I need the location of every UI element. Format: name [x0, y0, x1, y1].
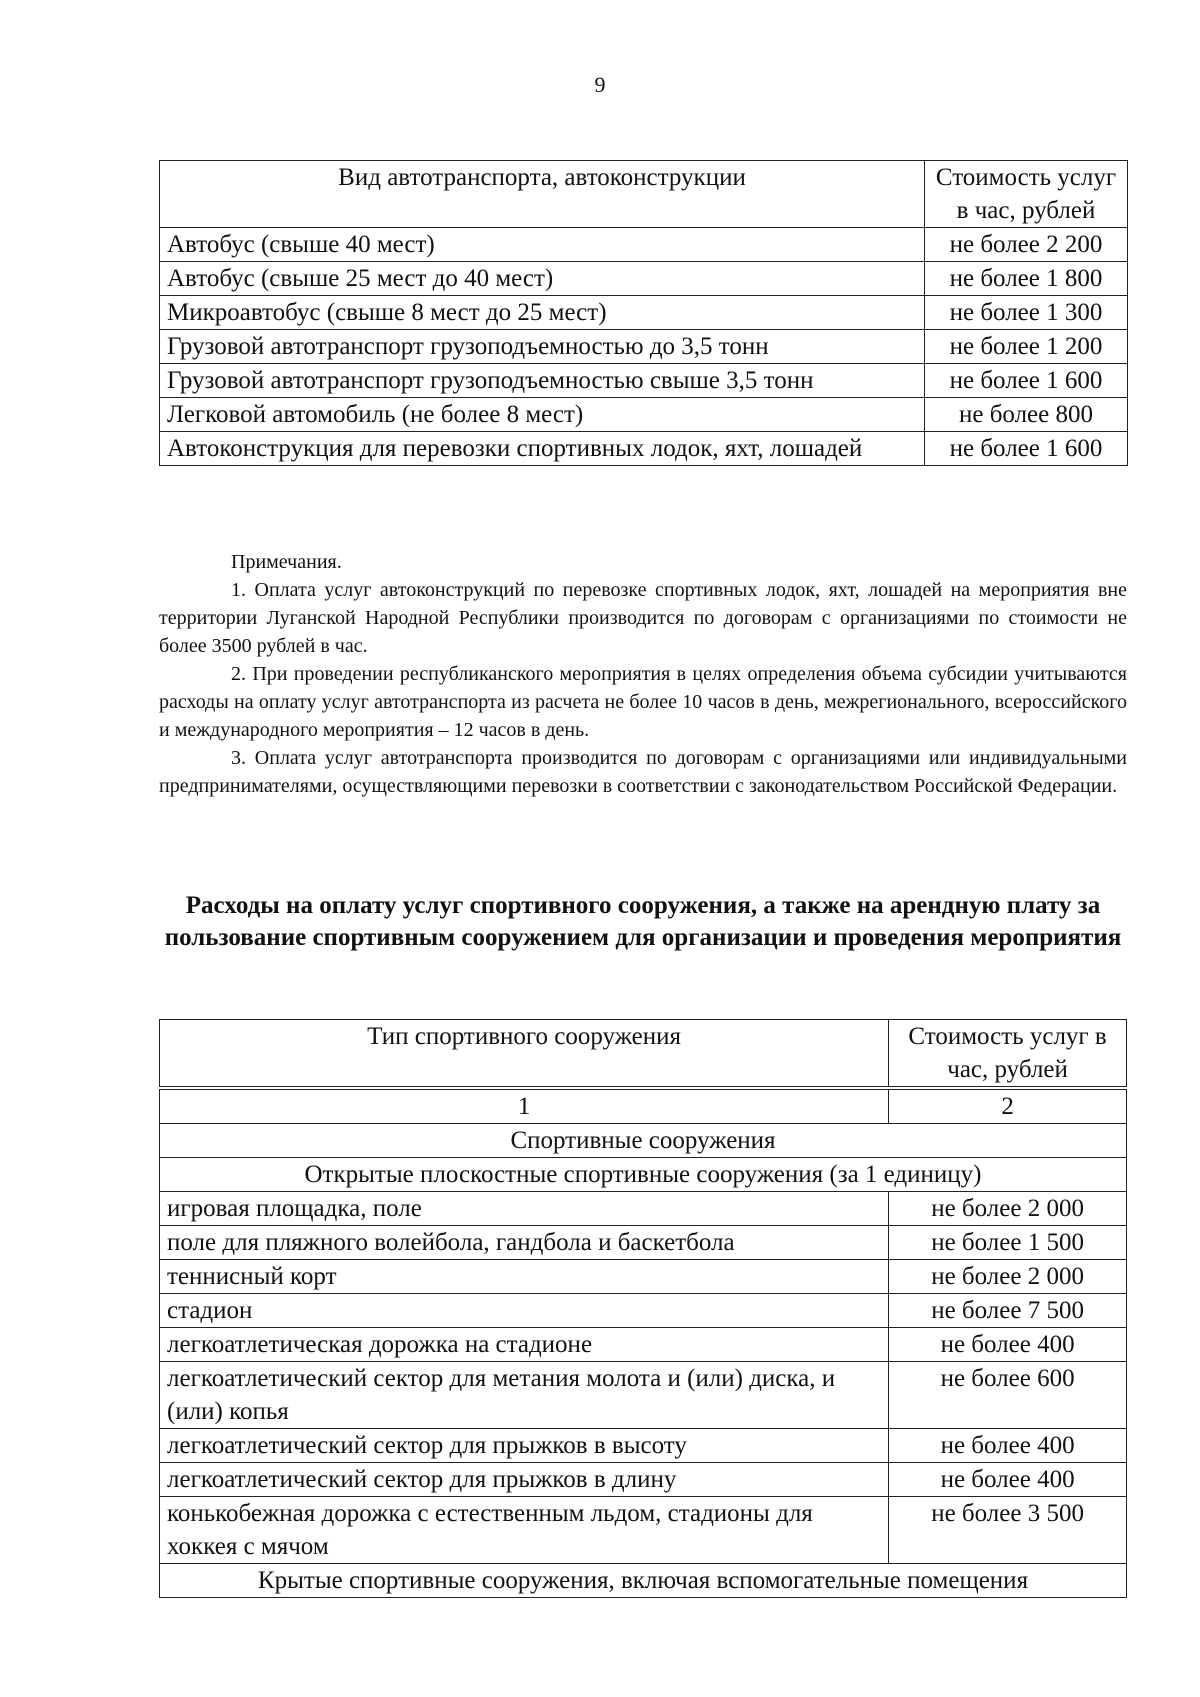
table-row	[160, 1192, 1127, 1226]
subsection-row	[160, 1158, 1127, 1192]
header-vehicle-type: Вид автотранспорта, автоконструкции	[160, 161, 925, 228]
notes-title: Примечания.	[231, 551, 342, 573]
column-number-row	[160, 1088, 1127, 1124]
table-row	[160, 330, 1128, 364]
table-row	[160, 1429, 1127, 1463]
vehicle-name: Автобус (свыше 40 мест)	[160, 228, 925, 262]
facility-name: стадион	[160, 1294, 889, 1328]
facility-name: конькобежная дорожка с естественным льдом, стадионы для хоккея с мячом	[160, 1497, 889, 1564]
header-facility-type: Тип спортивного сооружения	[160, 1020, 889, 1089]
notes-block	[159, 548, 1127, 800]
note-item: 2. При проведении республиканского мероприятия в целях определения объема субсидии учитываются расходы на оплату услуг автотранспорта из расчета не более 10 часов в день, межрегионального, всероссийского и международного мероприятия – 12 часов в день.	[159, 663, 1127, 741]
facility-price: не более 400	[889, 1328, 1127, 1362]
header-cost-per-hour: Стоимость услуг в час, рублей	[889, 1020, 1127, 1089]
vehicle-price: не более 1 600	[925, 364, 1128, 398]
facility-name: теннисный корт	[160, 1260, 889, 1294]
facility-name: легкоатлетический сектор для прыжков в высоту	[160, 1429, 889, 1463]
facility-name: легкоатлетический сектор для прыжков в длину	[160, 1463, 889, 1497]
column-number-2: 2	[889, 1088, 1127, 1124]
table-row	[160, 228, 1128, 262]
page-number: 9	[594, 72, 606, 97]
vehicle-price: не более 2 200	[925, 228, 1128, 262]
facility-price: не более 400	[889, 1429, 1127, 1463]
note-item: 3. Оплата услуг автотранспорта производится по договорам с организациями или индивидуальными предпринимателями, осуществляющими перевозки в соответствии с законодательством Российской Федерации.	[159, 747, 1127, 797]
column-number-1: 1	[160, 1088, 889, 1124]
section-row	[160, 1124, 1127, 1158]
note-item: 1. Оплата услуг автоконструкций по перевозке спортивных лодок, яхт, лошадей на мероприятия вне территории Луганской Народной Республики производится по договорам с организациями по стоимости не более 3500 рублей в час.	[159, 579, 1127, 657]
vehicle-name: Грузовой автотранспорт грузоподъемностью свыше 3,5 тонн	[160, 364, 925, 398]
table-row	[160, 1362, 1127, 1429]
table-row	[160, 1328, 1127, 1362]
subsection-row	[160, 1564, 1127, 1598]
facility-name: поле для пляжного волейбола, гандбола и баскетбола	[160, 1226, 889, 1260]
vehicle-price: не более 1 800	[925, 262, 1128, 296]
facility-name: игровая площадка, поле	[160, 1192, 889, 1226]
section-title: Спортивные сооружения	[160, 1124, 1127, 1158]
table-row	[160, 432, 1128, 466]
subsection-covered-facilities: Крытые спортивные сооружения, включая вспомогательные помещения	[160, 1564, 1127, 1598]
vehicle-name: Автоконструкция для перевозки спортивных лодок, яхт, лошадей	[160, 432, 925, 466]
header-cost-per-hour: Стоимость услуг в час, рублей	[925, 161, 1128, 228]
table-row	[160, 296, 1128, 330]
vehicle-name: Легковой автомобиль (не более 8 мест)	[160, 398, 925, 432]
vehicle-price: не более 1 200	[925, 330, 1128, 364]
vehicle-name: Микроавтобус (свыше 8 мест до 25 мест)	[160, 296, 925, 330]
table-row	[160, 1260, 1127, 1294]
facility-price: не более 400	[889, 1463, 1127, 1497]
table-row	[160, 398, 1128, 432]
vehicle-name: Грузовой автотранспорт грузоподъемностью до 3,5 тонн	[160, 330, 925, 364]
facility-price: не более 600	[889, 1362, 1127, 1429]
facility-price: не более 1 500	[889, 1226, 1127, 1260]
facility-price: не более 7 500	[889, 1294, 1127, 1328]
table-row	[160, 364, 1128, 398]
table-header-row	[160, 1020, 1127, 1089]
table-row	[160, 1226, 1127, 1260]
table-header-row	[160, 161, 1128, 228]
vehicle-price: не более 800	[925, 398, 1128, 432]
facility-name: легкоатлетическая дорожка на стадионе	[160, 1328, 889, 1362]
subsection-open-facilities: Открытые плоскостные спортивные сооружения (за 1 единицу)	[160, 1158, 1127, 1192]
table-row	[160, 1497, 1127, 1564]
facility-price: не более 2 000	[889, 1260, 1127, 1294]
vehicle-price: не более 1 600	[925, 432, 1128, 466]
facility-price: не более 2 000	[889, 1192, 1127, 1226]
table-row	[160, 1463, 1127, 1497]
sports-facility-cost-table	[159, 1019, 1127, 1598]
vehicle-cost-table	[159, 160, 1128, 466]
facility-price: не более 3 500	[889, 1497, 1127, 1564]
table-row	[160, 1294, 1127, 1328]
vehicle-price: не более 1 300	[925, 296, 1128, 330]
vehicle-name: Автобус (свыше 25 мест до 40 мест)	[160, 262, 925, 296]
section-heading: Расходы на оплату услуг спортивного сооружения, а также на арендную плату за пользование спортивным сооружением для организации и проведения мероприятия	[164, 892, 1122, 951]
facility-name: легкоатлетический сектор для метания молота и (или) диска, и (или) копья	[160, 1362, 889, 1429]
table-row	[160, 262, 1128, 296]
